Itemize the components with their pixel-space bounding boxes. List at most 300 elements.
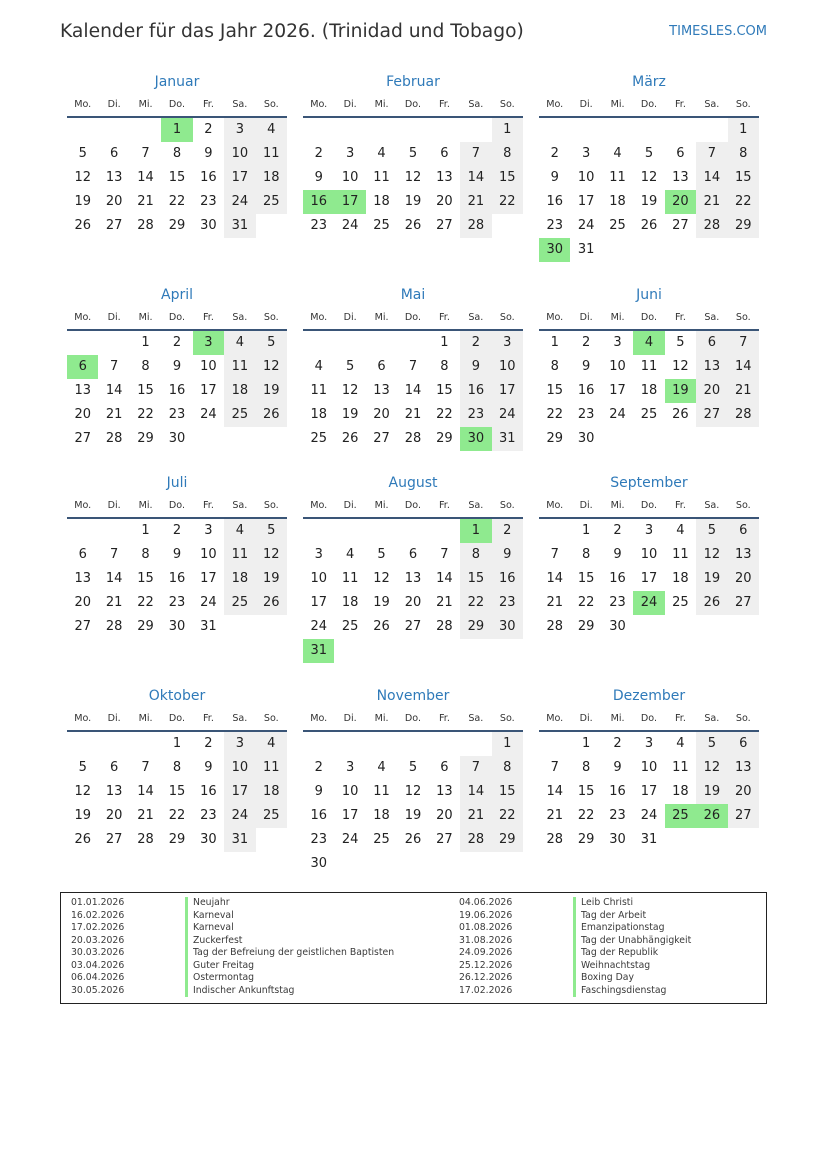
day-cell: 1 <box>141 334 150 350</box>
day-cell: 21 <box>137 194 154 209</box>
weekday-header: Do. <box>168 311 186 323</box>
page-title: Kalender für das Jahr 2026. (Trinidad und Tobago) <box>60 21 524 42</box>
weekday-header: So. <box>735 713 751 725</box>
day-cell: 8 <box>141 358 150 374</box>
day-cell: 4 <box>314 358 323 374</box>
holiday-day-cell: 30 <box>460 427 491 451</box>
weekday-header: Sa. <box>232 311 248 323</box>
weekend-day-cell: 7 <box>728 331 759 355</box>
weekday-header: Mi. <box>374 500 389 512</box>
weekday-header: Sa. <box>468 99 484 110</box>
week-row <box>539 118 759 142</box>
day-cell: 17 <box>200 382 217 398</box>
month-juni <box>539 283 759 451</box>
empty-day-cell <box>539 519 570 543</box>
day-cell: 3 <box>314 547 323 563</box>
weekday-header: Sa. <box>704 500 720 512</box>
day-cell: 22 <box>577 595 595 611</box>
week-row <box>539 190 759 214</box>
week-row <box>539 543 759 567</box>
weekday-header-row <box>539 495 759 519</box>
day-cell: 10 <box>200 547 217 563</box>
weekday-header-row <box>67 495 287 519</box>
day-cell: 9 <box>172 547 182 563</box>
weekend-day-cell: 22 <box>492 190 523 214</box>
weekday-header: Mi. <box>138 500 153 512</box>
empty-day-cell <box>366 852 397 876</box>
week-row <box>303 214 523 238</box>
legend-holiday-name: Neujahr <box>185 897 230 910</box>
week-row <box>67 214 287 238</box>
week-row <box>67 519 287 543</box>
weekend-day-cell: 1 <box>492 732 523 756</box>
legend-holiday-name: Karneval <box>185 922 234 935</box>
day-cell: 16 <box>577 382 595 398</box>
week-row <box>67 591 287 615</box>
day-cell: 2 <box>550 146 559 161</box>
day-cell: 16 <box>200 170 217 185</box>
weekend-day-cell: 18 <box>256 780 287 804</box>
day-cell: 1 <box>550 334 559 350</box>
day-cell: 24 <box>341 832 359 848</box>
day-cell: 22 <box>577 808 595 824</box>
week-row <box>67 331 287 355</box>
weekday-header: Mo. <box>310 311 328 323</box>
weekend-day-cell: 5 <box>256 331 287 355</box>
weekend-day-cell: 12 <box>256 543 287 567</box>
legend-date: 30.05.2026 <box>71 984 125 996</box>
empty-day-cell <box>602 118 633 142</box>
day-cell: 4 <box>345 547 355 563</box>
day-cell: 6 <box>109 760 119 776</box>
month-title: Januar <box>154 74 200 90</box>
weekend-day-cell: 30 <box>492 615 523 639</box>
month-august <box>303 471 523 663</box>
day-cell: 14 <box>546 784 563 800</box>
legend-row <box>71 947 459 960</box>
empty-day-cell <box>303 732 334 756</box>
legend-date: 04.06.2026 <box>459 897 513 909</box>
empty-day-cell <box>696 828 727 852</box>
weekend-day-cell: 14 <box>460 166 491 190</box>
empty-day-cell <box>492 639 523 663</box>
empty-day-cell <box>334 519 365 543</box>
weekend-day-cell: 15 <box>492 166 523 190</box>
month-title: Februar <box>386 74 440 90</box>
day-cell: 7 <box>550 760 559 776</box>
weekend-day-cell: 18 <box>256 166 287 190</box>
day-cell: 3 <box>581 146 591 161</box>
empty-day-cell <box>602 427 633 451</box>
weekday-header: So. <box>263 500 279 512</box>
day-cell: 13 <box>74 571 91 587</box>
day-cell: 12 <box>404 170 422 185</box>
month-title: August <box>388 475 438 492</box>
empty-day-cell <box>429 732 460 756</box>
week-row <box>303 591 523 615</box>
weekend-day-cell: 8 <box>492 142 523 166</box>
weekend-day-cell: 31 <box>492 427 523 451</box>
weekend-day-cell: 31 <box>224 214 255 238</box>
month-juli <box>67 471 287 639</box>
empty-day-cell <box>633 427 664 451</box>
weekday-header: Fr. <box>438 311 450 323</box>
weekday-header: Mo. <box>310 500 328 512</box>
weekend-day-cell: 16 <box>460 379 491 403</box>
empty-day-cell <box>256 427 287 451</box>
weekday-header: Mo. <box>74 311 92 323</box>
week-row <box>303 852 523 876</box>
day-cell: 4 <box>613 146 622 161</box>
weekday-header: Do. <box>640 713 658 725</box>
legend-holiday-name: Boxing Day <box>573 972 634 985</box>
weekend-day-cell: 3 <box>492 331 523 355</box>
day-cell: 21 <box>546 595 563 611</box>
day-cell: 12 <box>74 784 91 800</box>
month-september <box>539 471 759 639</box>
empty-day-cell <box>366 118 397 142</box>
weekday-header: Mo. <box>74 713 92 725</box>
weekday-header: Di. <box>579 713 593 725</box>
month-title: September <box>610 475 688 492</box>
day-cell: 21 <box>137 808 154 824</box>
day-cell: 26 <box>74 218 91 233</box>
day-cell: 15 <box>577 571 595 587</box>
weekday-header: Mo. <box>546 311 564 323</box>
legend-row <box>71 985 459 998</box>
day-cell: 3 <box>345 760 355 776</box>
empty-day-cell <box>665 615 696 639</box>
day-cell: 12 <box>74 170 91 185</box>
day-cell: 20 <box>105 194 123 209</box>
day-cell: 23 <box>310 832 327 848</box>
empty-day-cell <box>460 118 491 142</box>
empty-day-cell <box>728 238 759 262</box>
holiday-day-cell: 4 <box>633 331 664 355</box>
empty-day-cell <box>492 852 523 876</box>
week-row <box>67 355 287 379</box>
day-cell: 27 <box>105 832 123 848</box>
weekend-day-cell: 28 <box>696 214 727 238</box>
day-cell: 16 <box>168 382 186 398</box>
empty-day-cell <box>429 639 460 663</box>
weekend-day-cell: 8 <box>460 543 491 567</box>
holiday-day-cell: 20 <box>665 190 696 214</box>
day-cell: 20 <box>436 194 453 209</box>
day-cell: 7 <box>109 547 119 563</box>
week-row <box>303 615 523 639</box>
day-cell: 18 <box>373 808 390 824</box>
weekday-header: Do. <box>640 500 658 512</box>
day-cell: 22 <box>137 406 154 422</box>
day-cell: 13 <box>373 382 390 398</box>
week-row <box>67 804 287 828</box>
weekend-day-cell: 1 <box>728 118 759 142</box>
weekday-header: So. <box>735 99 751 110</box>
day-cell: 8 <box>440 358 449 374</box>
week-row <box>539 780 759 804</box>
legend-row <box>459 922 827 935</box>
empty-day-cell <box>334 732 365 756</box>
weekend-day-cell: 6 <box>696 331 727 355</box>
weekend-day-cell: 21 <box>728 379 759 403</box>
day-cell: 22 <box>436 406 453 422</box>
empty-day-cell <box>397 852 428 876</box>
day-cell: 29 <box>577 619 595 635</box>
week-row <box>539 732 759 756</box>
weekend-day-cell: 9 <box>460 355 491 379</box>
day-cell: 2 <box>314 760 323 776</box>
empty-day-cell <box>696 118 727 142</box>
empty-day-cell <box>334 118 365 142</box>
day-cell: 7 <box>141 760 150 776</box>
day-cell: 20 <box>373 406 390 422</box>
weekday-header: Mi. <box>374 713 389 725</box>
day-cell: 25 <box>373 832 390 848</box>
weekday-header: Sa. <box>232 99 248 110</box>
weekday-header-row <box>303 307 523 331</box>
empty-day-cell <box>397 732 428 756</box>
holiday-day-cell: 26 <box>696 804 727 828</box>
weekend-day-cell: 20 <box>728 780 759 804</box>
holiday-day-cell: 24 <box>633 591 664 615</box>
day-cell: 31 <box>200 619 217 635</box>
weekday-header: So. <box>499 99 515 110</box>
day-cell: 7 <box>141 146 150 161</box>
day-cell: 6 <box>408 547 418 563</box>
day-cell: 21 <box>404 406 422 422</box>
empty-day-cell <box>429 519 460 543</box>
weekday-header: Mo. <box>74 500 92 512</box>
week-row <box>67 403 287 427</box>
week-row <box>67 543 287 567</box>
day-cell: 11 <box>672 760 689 776</box>
weekday-header-row <box>303 495 523 519</box>
day-cell: 11 <box>373 170 390 185</box>
legend-holiday-name: Leib Christi <box>573 897 633 910</box>
day-cell: 20 <box>74 595 91 611</box>
day-cell: 30 <box>200 832 217 848</box>
month-title: März <box>632 74 666 90</box>
month-title: Juli <box>166 475 188 492</box>
day-cell: 2 <box>172 334 182 350</box>
weekday-header: Sa. <box>468 311 484 323</box>
week-row <box>303 732 523 756</box>
week-row <box>67 567 287 591</box>
empty-day-cell <box>366 331 397 355</box>
day-cell: 23 <box>168 595 186 611</box>
weekend-day-cell: 27 <box>696 403 727 427</box>
empty-day-cell <box>633 238 664 262</box>
weekday-header-row <box>303 94 523 118</box>
empty-day-cell <box>539 118 570 142</box>
day-cell: 24 <box>640 808 658 824</box>
day-cell: 12 <box>404 784 422 800</box>
empty-day-cell <box>224 427 255 451</box>
day-cell: 17 <box>310 595 327 611</box>
weekend-day-cell: 12 <box>696 756 727 780</box>
empty-day-cell <box>98 118 129 142</box>
day-cell: 31 <box>577 242 595 257</box>
weekday-header: Fr. <box>674 500 686 512</box>
day-cell: 23 <box>168 406 186 422</box>
day-cell: 6 <box>377 358 386 374</box>
week-row <box>539 828 759 852</box>
day-cell: 1 <box>581 523 591 539</box>
weekend-day-cell: 25 <box>224 591 255 615</box>
legend-holiday-name: Indischer Ankunftstag <box>185 985 294 998</box>
weekend-day-cell: 27 <box>728 591 759 615</box>
day-cell: 3 <box>345 146 355 161</box>
weekend-day-cell: 18 <box>224 379 255 403</box>
empty-day-cell <box>130 118 161 142</box>
day-cell: 25 <box>609 218 626 233</box>
empty-day-cell <box>256 214 287 238</box>
weekend-day-cell: 6 <box>728 732 759 756</box>
weekend-day-cell: 17 <box>224 166 255 190</box>
empty-day-cell <box>303 118 334 142</box>
day-cell: 13 <box>105 170 123 185</box>
day-cell: 19 <box>404 194 422 209</box>
day-cell: 21 <box>546 808 563 824</box>
day-cell: 24 <box>310 619 327 635</box>
empty-day-cell <box>460 852 491 876</box>
day-cell: 27 <box>436 832 453 848</box>
legend-holiday-name: Weihnachtstag <box>573 960 650 973</box>
weekday-header: Mi. <box>138 99 153 110</box>
week-row <box>303 639 523 663</box>
day-cell: 29 <box>577 832 595 848</box>
weekday-header: Di. <box>107 713 121 725</box>
day-cell: 4 <box>377 760 386 776</box>
weekday-header: Mo. <box>310 99 328 110</box>
weekend-day-cell: 4 <box>224 519 255 543</box>
day-cell: 10 <box>200 358 217 374</box>
weekday-header: So. <box>263 311 279 323</box>
weekday-header: Do. <box>640 311 658 323</box>
day-cell: 16 <box>546 194 563 209</box>
day-cell: 16 <box>168 571 186 587</box>
weekend-day-cell: 15 <box>460 567 491 591</box>
empty-day-cell <box>570 118 601 142</box>
day-cell: 30 <box>310 856 327 872</box>
week-row <box>539 379 759 403</box>
day-cell: 14 <box>137 170 154 185</box>
legend-row <box>71 897 459 910</box>
week-row <box>67 118 287 142</box>
day-cell: 29 <box>137 619 154 635</box>
day-cell: 12 <box>672 358 689 374</box>
day-cell: 15 <box>137 571 154 587</box>
weekday-header: Sa. <box>232 500 248 512</box>
weekday-header: So. <box>499 311 515 323</box>
day-cell: 6 <box>440 146 449 161</box>
week-row <box>303 427 523 451</box>
legend-column-left <box>71 897 459 997</box>
legend-date: 17.02.2026 <box>71 922 125 934</box>
weekday-header-row <box>539 708 759 732</box>
empty-day-cell <box>633 118 664 142</box>
weekday-header: Fr. <box>202 713 214 725</box>
weekend-day-cell: 26 <box>256 403 287 427</box>
week-row <box>539 427 759 451</box>
day-cell: 14 <box>436 571 453 587</box>
day-cell: 21 <box>436 595 453 611</box>
weekend-day-cell: 22 <box>728 190 759 214</box>
weekend-day-cell: 5 <box>256 519 287 543</box>
empty-day-cell <box>460 732 491 756</box>
day-cell: 11 <box>672 547 689 563</box>
day-cell: 28 <box>436 619 453 635</box>
day-cell: 26 <box>640 218 658 233</box>
empty-day-cell <box>256 615 287 639</box>
month-oktober <box>67 684 287 852</box>
day-cell: 22 <box>168 808 186 824</box>
day-cell: 23 <box>310 218 327 233</box>
day-cell: 14 <box>546 571 563 587</box>
weekend-day-cell: 28 <box>460 828 491 852</box>
weekend-day-cell: 11 <box>224 355 255 379</box>
day-cell: 28 <box>105 430 123 446</box>
legend-holiday-name: Tag der Arbeit <box>573 910 646 923</box>
timesles-brand-link[interactable]: TIMESLES.COM <box>669 24 767 39</box>
day-cell: 9 <box>204 760 213 776</box>
day-cell: 18 <box>341 595 359 611</box>
empty-day-cell <box>67 118 98 142</box>
weekend-day-cell: 26 <box>256 591 287 615</box>
day-cell: 7 <box>550 547 559 563</box>
weekday-header: So. <box>499 500 515 512</box>
weekend-day-cell: 20 <box>728 567 759 591</box>
legend-date: 25.12.2026 <box>459 959 513 971</box>
day-cell: 14 <box>105 571 123 587</box>
day-cell: 17 <box>341 808 359 824</box>
weekend-day-cell: 13 <box>728 543 759 567</box>
weekend-day-cell: 12 <box>256 355 287 379</box>
legend-date: 20.03.2026 <box>71 934 125 946</box>
empty-day-cell <box>98 519 129 543</box>
weekday-header: Mi. <box>610 500 625 512</box>
legend-date: 16.02.2026 <box>71 909 125 921</box>
holiday-day-cell: 6 <box>67 355 98 379</box>
day-cell: 27 <box>373 430 390 446</box>
weekday-header: Mi. <box>610 713 625 725</box>
legend-holiday-name: Zuckerfest <box>185 935 242 948</box>
day-cell: 25 <box>672 595 689 611</box>
day-cell: 8 <box>172 760 182 776</box>
weekend-day-cell: 10 <box>224 756 255 780</box>
holiday-day-cell: 17 <box>334 190 365 214</box>
weekend-day-cell: 11 <box>256 142 287 166</box>
weekend-day-cell: 28 <box>460 214 491 238</box>
week-row <box>539 567 759 591</box>
week-row <box>303 519 523 543</box>
day-cell: 13 <box>672 170 689 185</box>
week-row <box>303 567 523 591</box>
weekend-day-cell: 17 <box>492 379 523 403</box>
legend-row <box>71 922 459 935</box>
legend-row <box>459 972 827 985</box>
week-row <box>539 214 759 238</box>
weekend-day-cell: 13 <box>696 355 727 379</box>
day-cell: 8 <box>141 547 150 563</box>
day-cell: 11 <box>609 170 626 185</box>
empty-day-cell <box>334 639 365 663</box>
weekend-day-cell: 9 <box>492 543 523 567</box>
day-cell: 25 <box>373 218 390 233</box>
day-cell: 29 <box>168 832 186 848</box>
weekend-day-cell: 24 <box>224 804 255 828</box>
